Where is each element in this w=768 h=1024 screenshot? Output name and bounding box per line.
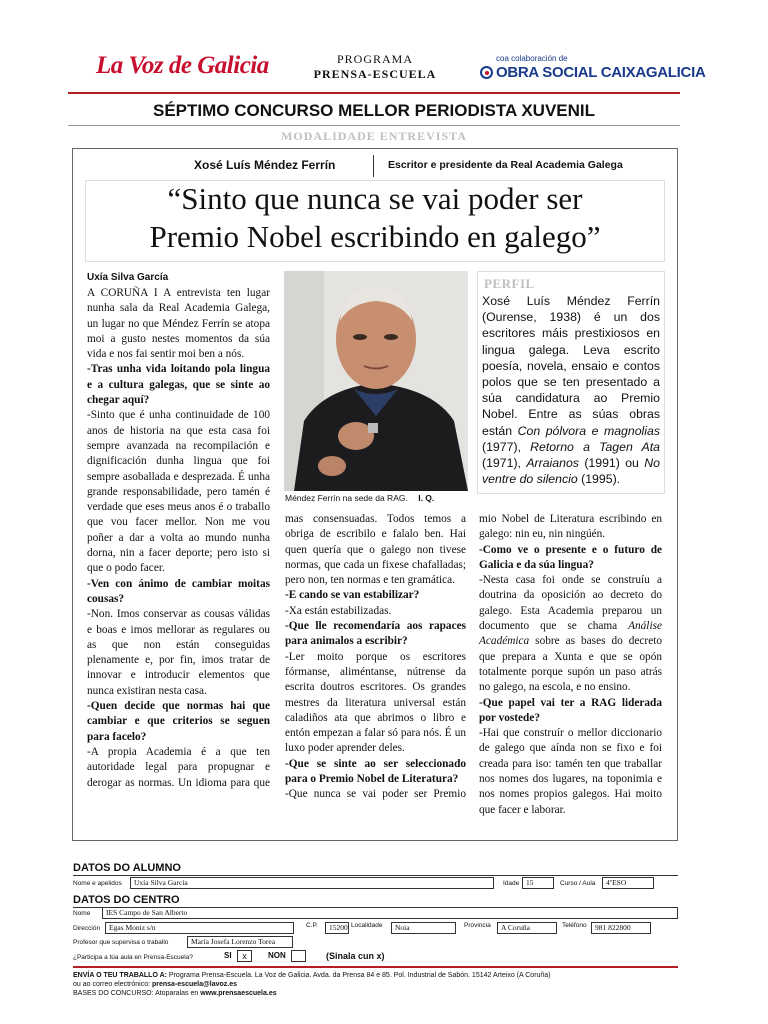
no-label: NON — [268, 951, 286, 960]
question-4: -E cando se van estabilizar? — [285, 589, 420, 602]
intro-paragraph: A CORUÑA I A entrevista ten lugar nunha sala da Real Academia Galega, un lugar no que Méndez Ferrín se atopa moi a gusto nestes momentos da súa vida e nos fai sentir moi ben a nós. — [87, 287, 270, 361]
yes-checkbox[interactable]: x — [237, 950, 252, 962]
interview-photo — [284, 271, 468, 491]
course-label: Curso / Aula — [560, 880, 596, 887]
mark-instruction: (Sinala cun x) — [326, 951, 385, 961]
teacher-label: Profesor que supervisa o traballo — [73, 939, 169, 946]
footer-send-to — [73, 971, 678, 980]
footer-email — [73, 980, 237, 989]
profile-text-5: (1995). — [577, 472, 621, 487]
headline-line-1: “Sinto que nunca se vai poder ser — [167, 181, 583, 216]
headline — [85, 180, 665, 256]
article-column-1 — [87, 286, 270, 790]
caption-text: Méndez Ferrín na sede da RAG. — [285, 493, 408, 503]
article-column-2 — [285, 512, 466, 802]
send-to-address: Programa Prensa-Escuela. La Voz de Galicia. Avda. da Prensa 84 e 85. Pol. Industrial de Sabón. 15142 Arteixo (A Coruña) — [166, 972, 551, 979]
modality-label: MODALIDADE ENTREVISTA — [281, 129, 467, 143]
profile-work-2: Retorno a Tagen Ata — [530, 439, 660, 454]
interviewee-name: Xosé Luís Méndez Ferrín — [194, 158, 336, 172]
yes-label: SI — [224, 951, 232, 960]
phone-field[interactable]: 981 822800 — [591, 922, 651, 934]
profile-text-2: (1977), — [482, 439, 531, 454]
portrait-illustration — [284, 271, 468, 491]
article-column-3 — [479, 512, 662, 818]
footer-divider — [73, 966, 678, 968]
email-prefix: ou ao correo electrónico: — [73, 981, 152, 988]
province-label: Provincia — [464, 922, 491, 929]
photo-credit: I. Q. — [418, 493, 435, 503]
answer-7 — [479, 573, 662, 695]
question-2: -Ven con ánimo de cambiar moitas cousas? — [87, 577, 270, 605]
question-7: -Como ve o presente e o futuro de Galicia e da súa lingua? — [479, 543, 662, 571]
la-voz-de-galicia-logo: La Voz de Galicia — [96, 52, 269, 79]
profile-text — [482, 293, 660, 487]
question-3: -Quen decide que normas hai que cambiar e que criterios se seguen para facelo? — [87, 700, 270, 743]
student-data-title: DATOS DO ALUMNO — [73, 862, 181, 874]
sponsor-logo — [480, 64, 705, 81]
postal-code-field[interactable]: 15200 — [325, 922, 349, 934]
caixagalicia-icon — [480, 66, 493, 79]
profile-work-4: No ventre do silencio — [482, 456, 660, 487]
profile-title: PERFIL — [484, 276, 535, 291]
question-6: -Que se sinte ao ser seleccionado para o Premio Nobel de Literatura? — [285, 757, 466, 786]
answer-7-text-a: -Nesta casa foi onde se construíu a doutrina da oposición ao decreto do galego. Esta Academia preparou un documento que se chama — [479, 574, 662, 633]
email-link[interactable]: prensa-escuela@lavoz.es — [152, 981, 238, 988]
title-divider — [68, 125, 680, 126]
address-field[interactable]: Egas Moniz s/n — [105, 922, 294, 934]
school-name-label: Nome — [73, 910, 91, 917]
answer-8: -Hai que construír o mellor diccionario de galego que aínda non se fixo e foi creada para iso: tamén ten que traballar nos nomes dos lugares, na toponimia e nos nomes propios galegos. Hai moito que facer e laborar. — [479, 727, 662, 816]
answer-1: -Sinto que é unha continuidade de 100 anos de historia na que esta casa foi sempre avanzada na recompilación e dignificación dunha lingua que foi sempre asoballada e desprezada. É unha grande responsabilidade, pero tamén é verdade que eses meus anos é o traballo que vou facer mellor. Non me vou poñer a dar a volta ao mundo nunha dorna, nin a facer deporte; pero isto si que o podo facer. — [87, 409, 270, 575]
header-divider — [68, 92, 680, 94]
student-name-field[interactable]: Uxía Silva García — [130, 877, 494, 889]
answer-4: -Xa están estabilizadas. — [285, 604, 392, 617]
locality-label: Localidade — [351, 922, 383, 929]
answer-3-continued: mas consensuadas. Todos temos a obriga de escribilo e falalo ben. Hai quen quería que o galego non tivese normas, que cada un fixese chafalladas; pero non, ten normas e ten gramática. — [285, 513, 466, 587]
school-data-title: DATOS DO CENTRO — [73, 894, 180, 906]
age-label: Idade — [503, 880, 520, 887]
website-link[interactable]: www.prensaescuela.es — [200, 990, 277, 997]
profile-work-3: Arraianos — [526, 456, 579, 471]
footer-bases — [73, 989, 277, 998]
photo-caption — [285, 493, 434, 503]
question-1: -Tras unha vida loitando pola lingua e a cultura galegas, que se sinte ao chegar aquí? — [87, 363, 270, 407]
profile-text-4: (1991) ou — [578, 456, 645, 471]
province-field[interactable]: A Coruña — [497, 922, 557, 934]
answer-5: -Ler moito porque os escritores fórmanse, aliméntanse, nútrense da escrita doutros escritores. Os grandes mestres da literatura universal están caladiños ata que abrimos o libro e entón empezan a falar só para nós. É un luxo poder aprender deles. — [285, 650, 466, 755]
sponsor-prefix: coa colaboración de — [496, 54, 568, 63]
postal-code-label: C.P. — [306, 922, 318, 929]
send-to-label: ENVÍA O TEU TRABALLO A: — [73, 972, 167, 979]
student-data-underline — [73, 875, 678, 876]
course-field[interactable]: 4ºESO — [602, 877, 654, 889]
profile-text-1: Xosé Luís Méndez Ferrín (Ourense, 1938) é un dos escritores máis prestixiosos en lingua galega. Leva escrito poesía, novela, ensaio e contos polos que se ten presentado a súa candidatura ao Premio Nobel. Entre as súas obras están — [482, 294, 660, 438]
no-checkbox[interactable] — [291, 950, 306, 962]
bases-prefix: BASES DO CONCURSO: Atoparalas en — [73, 990, 201, 997]
participation-label: ¿Participa a túa aula en Prensa-Escuela? — [73, 954, 193, 961]
address-label: Dirección — [73, 925, 101, 932]
prensa-escuela-label: PRENSA-ESCUELA — [313, 67, 437, 81]
answer-2: -Non. Imos conservar as cousas válidas e boas e imos mellorar as regulares ou as que non están conseguidas plenamente e, por fin, imos tratar de innovar e introducir elementos que nunca existiran nesta casa. — [87, 608, 270, 697]
profile-text-3: (1971), — [482, 456, 527, 471]
profile-work-1: Con pólvora e magnolias — [517, 423, 661, 438]
teacher-field[interactable]: María Josefa Lorenzo Torea — [187, 936, 293, 948]
answer-3: -A propia Academia é a que ten autoridade legal para propugnar e derogar as normas. Un idioma para que — [87, 745, 270, 789]
school-name-field[interactable]: IES Campo de San Alberto — [102, 907, 678, 919]
name-label: Nome e apelidos — [73, 880, 122, 887]
headline-line-2: Premio Nobel escribindo en galego” — [149, 219, 601, 254]
phone-label: Teléfono — [562, 922, 587, 929]
locality-field[interactable]: Noia — [391, 922, 456, 934]
question-8: -Que papel vai ter a RAG liderada por vostede? — [479, 696, 662, 724]
question-5: -Que lle recomendaría aos rapaces para animalos a escribir? — [285, 620, 466, 648]
interviewee-role: Escritor e presidente da Real Academia Galega — [388, 159, 623, 171]
answer-6: -Que nunca se vai poder ser Premio — [285, 788, 466, 801]
programa-label: PROGRAMA — [336, 52, 413, 66]
sponsor-name: OBRA SOCIAL CAIXAGALICIA — [496, 64, 706, 81]
answer-6-continued: mio Nobel de Literatura escribindo en galego: nin eu, nin ningúén. — [479, 513, 662, 541]
contest-title: SÉPTIMO CONCURSO MELLOR PERIODISTA XUVENIL — [152, 101, 596, 120]
answer-7-text-b: sobre as bases do decreto que prepara a Xunta e que se opón totalmente porque supón un paso atrás no galego, na escola, e no ensino. — [479, 635, 662, 694]
age-field[interactable]: 15 — [522, 877, 554, 889]
name-separator — [373, 155, 374, 177]
article-author: Uxía Silva García — [87, 272, 169, 283]
answer-7-work: Análise Académica — [479, 620, 662, 648]
